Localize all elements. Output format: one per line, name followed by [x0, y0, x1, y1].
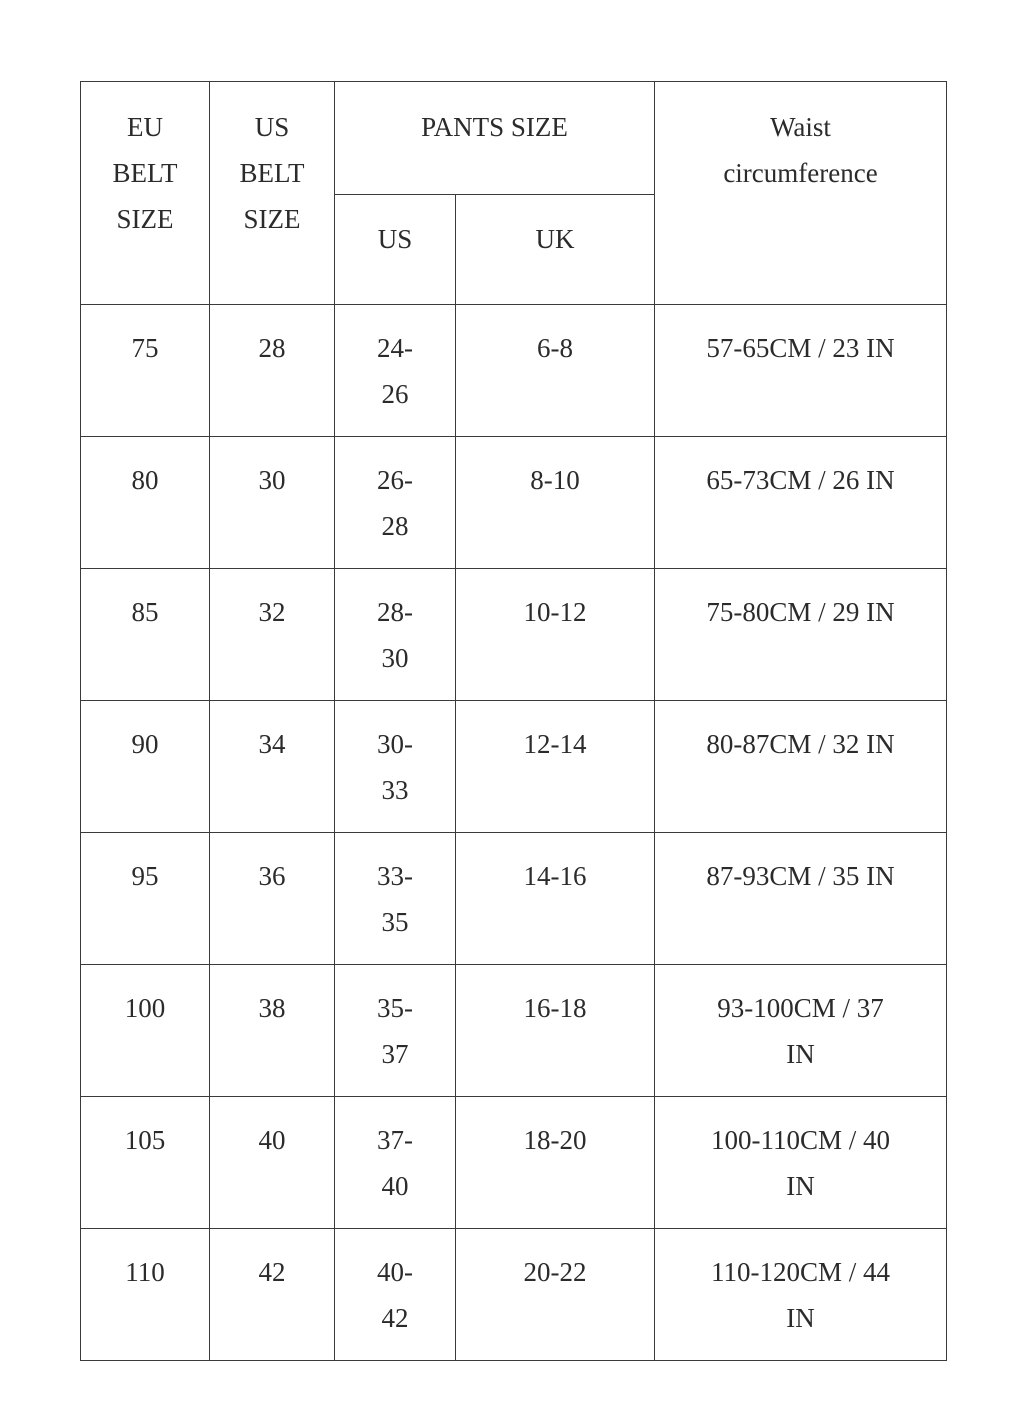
cell-us-belt-size: 34: [210, 701, 335, 833]
cell-waist-circumference: [655, 1097, 947, 1229]
cell-line: 24-: [377, 333, 413, 363]
cell-line: 75-80CM / 29 IN: [706, 597, 895, 627]
cell-eu-belt-size: 80: [81, 437, 210, 569]
cell-pants-us: [335, 701, 456, 833]
cell-waist-circumference: [655, 569, 947, 701]
header-text: Waist: [770, 112, 831, 142]
cell-us-belt-size: 38: [210, 965, 335, 1097]
header-waist-circumference: [655, 82, 947, 305]
belt-size-chart: [80, 81, 947, 1361]
cell-pants-us: [335, 437, 456, 569]
cell-waist-circumference: [655, 833, 947, 965]
cell-line: 100-110CM / 40: [711, 1125, 891, 1155]
cell-us-belt-size: 32: [210, 569, 335, 701]
header-pants-size: PANTS SIZE: [335, 82, 655, 195]
cell-line: 40-: [377, 1257, 413, 1287]
chart-header: [81, 82, 947, 305]
header-text: BELT: [239, 158, 305, 188]
cell-line: 33-: [377, 861, 413, 891]
cell-line: 35-: [377, 993, 413, 1023]
cell-eu-belt-size: 105: [81, 1097, 210, 1229]
table-row: [81, 701, 947, 833]
cell-line: 110-120CM / 44: [711, 1257, 891, 1287]
cell-pants-uk: 8-10: [456, 437, 655, 569]
table-row: [81, 437, 947, 569]
table-row: [81, 569, 947, 701]
table-row: [81, 1097, 947, 1229]
cell-line: 30-: [377, 729, 413, 759]
cell-pants-us: [335, 965, 456, 1097]
cell-us-belt-size: 40: [210, 1097, 335, 1229]
header-text: SIZE: [243, 204, 301, 234]
header-text: BELT: [112, 158, 178, 188]
cell-eu-belt-size: 100: [81, 965, 210, 1097]
table-row: [81, 833, 947, 965]
header-text: US: [254, 112, 290, 142]
cell-eu-belt-size: 95: [81, 833, 210, 965]
cell-line: 33: [381, 775, 409, 805]
header-text: EU: [127, 112, 163, 142]
cell-us-belt-size: 36: [210, 833, 335, 965]
cell-line: 93-100CM / 37: [717, 993, 884, 1023]
header-eu-belt-size: [81, 82, 210, 305]
cell-line: 42: [381, 1303, 409, 1333]
cell-eu-belt-size: 75: [81, 305, 210, 437]
cell-eu-belt-size: 85: [81, 569, 210, 701]
cell-waist-circumference: [655, 305, 947, 437]
cell-line: 80-87CM / 32 IN: [706, 729, 895, 759]
cell-line: IN: [786, 1171, 815, 1201]
cell-line: 37: [381, 1039, 409, 1069]
header-text: SIZE: [116, 204, 174, 234]
cell-line: 26: [381, 379, 409, 409]
cell-pants-uk: 16-18: [456, 965, 655, 1097]
table-row: [81, 1229, 947, 1361]
cell-eu-belt-size: 110: [81, 1229, 210, 1361]
cell-pants-us: [335, 1097, 456, 1229]
table-row: [81, 965, 947, 1097]
cell-pants-uk: 18-20: [456, 1097, 655, 1229]
header-pants-us: US: [335, 195, 456, 305]
cell-pants-us: [335, 1229, 456, 1361]
cell-line: 30: [381, 643, 409, 673]
cell-line: 28: [381, 511, 409, 541]
cell-waist-circumference: [655, 701, 947, 833]
cell-line: IN: [786, 1303, 815, 1333]
chart-body: [81, 305, 947, 1361]
cell-line: IN: [786, 1039, 815, 1069]
cell-pants-uk: 10-12: [456, 569, 655, 701]
cell-line: 37-: [377, 1125, 413, 1155]
cell-us-belt-size: 42: [210, 1229, 335, 1361]
header-row-top: [81, 82, 947, 195]
cell-us-belt-size: 30: [210, 437, 335, 569]
cell-eu-belt-size: 90: [81, 701, 210, 833]
header-text: circumference: [723, 158, 878, 188]
cell-line: 57-65CM / 23 IN: [706, 333, 895, 363]
cell-waist-circumference: [655, 965, 947, 1097]
cell-waist-circumference: [655, 1229, 947, 1361]
table-row: [81, 305, 947, 437]
cell-pants-uk: 12-14: [456, 701, 655, 833]
cell-pants-us: [335, 833, 456, 965]
cell-pants-uk: 20-22: [456, 1229, 655, 1361]
cell-line: 40: [381, 1171, 409, 1201]
cell-pants-uk: 14-16: [456, 833, 655, 965]
cell-line: 26-: [377, 465, 413, 495]
cell-line: 35: [381, 907, 409, 937]
cell-pants-uk: 6-8: [456, 305, 655, 437]
header-us-belt-size: [210, 82, 335, 305]
cell-pants-us: [335, 569, 456, 701]
cell-pants-us: [335, 305, 456, 437]
cell-line: 65-73CM / 26 IN: [706, 465, 895, 495]
cell-line: 28-: [377, 597, 413, 627]
cell-us-belt-size: 28: [210, 305, 335, 437]
cell-waist-circumference: [655, 437, 947, 569]
cell-line: 87-93CM / 35 IN: [706, 861, 895, 891]
header-pants-uk: UK: [456, 195, 655, 305]
